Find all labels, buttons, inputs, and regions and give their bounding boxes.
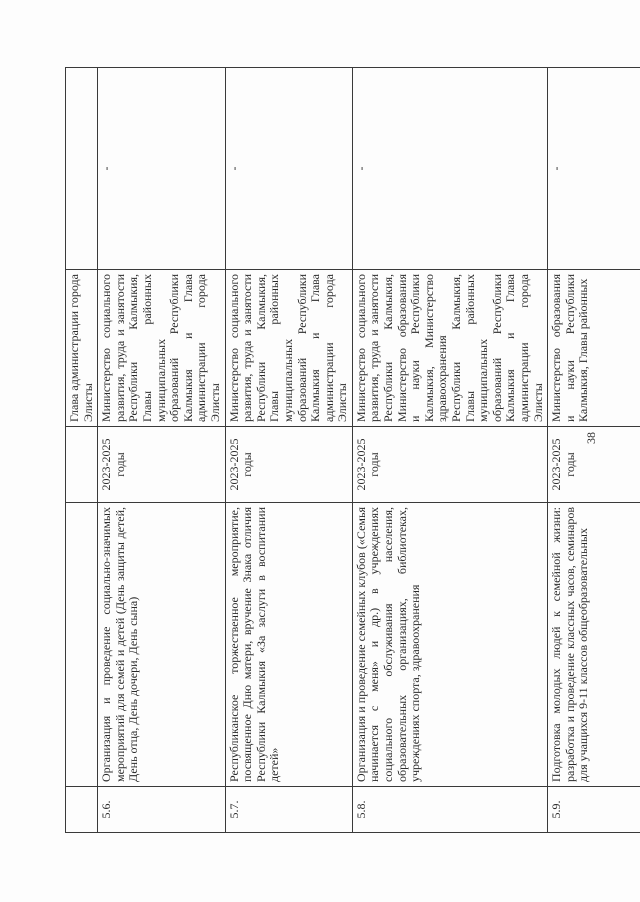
table-row [98, 68, 225, 833]
row-responsible: Министерство социального развития, труда и занятости Республики Калмыкия, Главы районных муниципальных образований Республики Калмыкия и Глава администрации города Элисты [225, 270, 352, 427]
row-period: 2023-2025 годы [352, 427, 547, 503]
cell-responsible: Глава администрации города Элисты [66, 270, 98, 427]
row-extra: - [352, 68, 547, 270]
cell-extra [66, 68, 98, 270]
row-event: Организация и проведение семейных клубов («Семья начинается с меня» и др.) в учреждениях социального обслуживания населения, образовательных организациях, библиотеках, учреждениях спорта, здравоохранения [352, 503, 547, 787]
row-extra: - [98, 68, 225, 270]
table-row-continuation [66, 68, 98, 833]
row-extra: - [225, 68, 352, 270]
row-number: 5.8. [352, 787, 547, 833]
row-responsible: Министерство социального развития, труда и занятости Республики Калмыкия, Главы районных муниципальных образований Республики Калмыкия и Глава администрации города Элисты [98, 270, 225, 427]
row-event: Организация и проведение социально-значимых мероприятий для семей и детей (День защиты детей, День отца, День дочери, День сына) [98, 503, 225, 787]
row-period: 2023-2025 годы [98, 427, 225, 503]
table-row [352, 68, 547, 833]
row-number: 5.6. [98, 787, 225, 833]
plan-table [65, 67, 640, 833]
page-number: 38 [584, 432, 598, 444]
row-responsible: Министерство социального развития, труда и занятости Республики Калмыкия, Министерство образования и науки Республики Калмыкия, Министерство здравоохранения Республики Калмыкия, Главы районных муниципальных образований Республики Калмыкия и Глава администрации города Элисты [352, 270, 547, 427]
row-responsible: Министерство образования и науки Республики Калмыкия, Главы районных [548, 270, 640, 427]
row-number: 5.7. [225, 787, 352, 833]
row-extra: - [548, 68, 640, 270]
row-period: 2023-2025 годы [548, 427, 640, 503]
table-row [548, 68, 640, 833]
row-event: Подготовка молодых людей к семейной жизни: разработка и проведение классных часов, семинаров для учащихся 9-11 классов общеобразовательных [548, 503, 640, 787]
row-event: Республиканское торжественное мероприятие, посвященное Дню матери, вручение Знака отличия Республики Калмыкия «За заслуги в воспитании детей» [225, 503, 352, 787]
cell-period [66, 427, 98, 503]
row-number: 5.9. [548, 787, 640, 833]
row-period: 2023-2025 годы [225, 427, 352, 503]
cell-num [66, 787, 98, 833]
cell-event [66, 503, 98, 787]
table-row [225, 68, 352, 833]
